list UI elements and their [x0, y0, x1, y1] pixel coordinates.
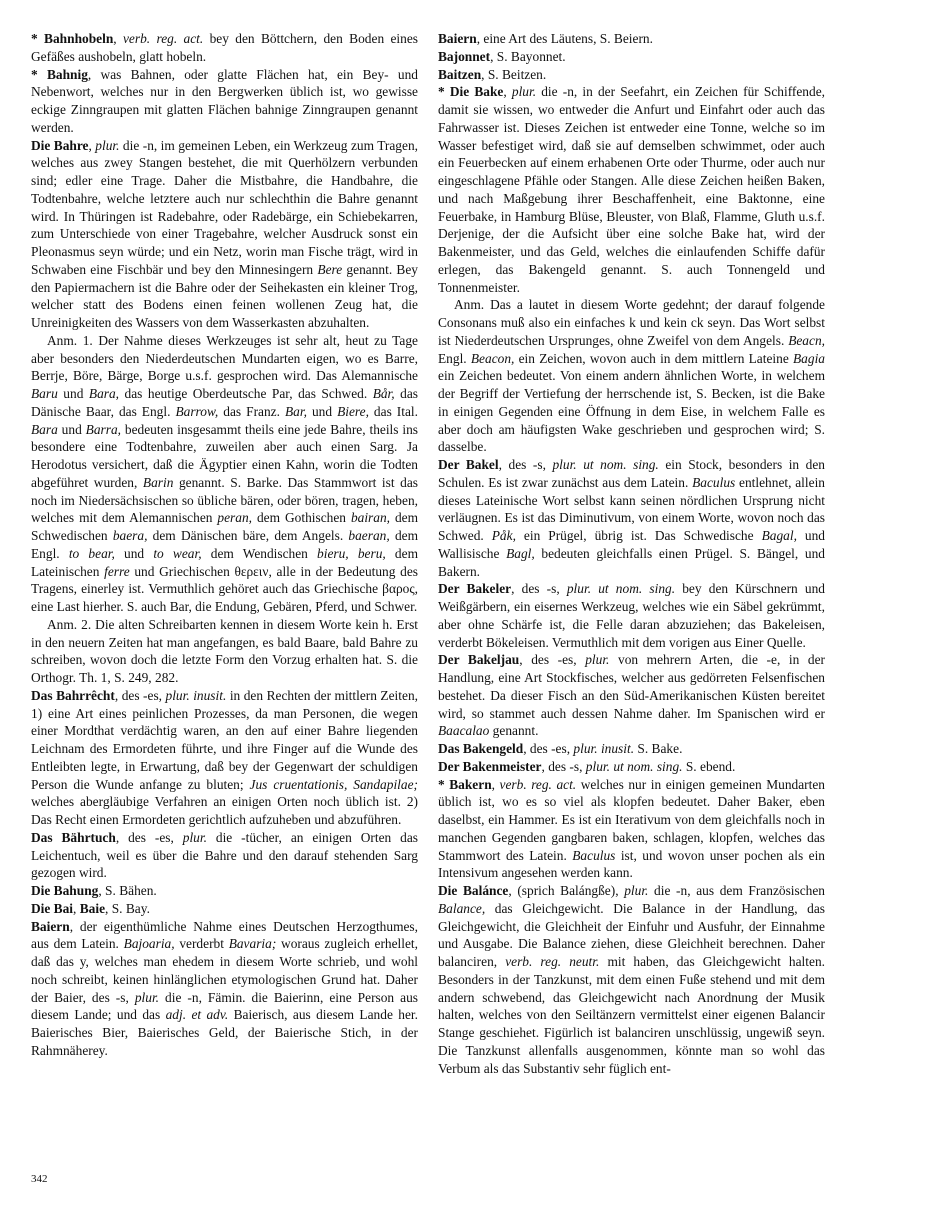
headword: Baiern: [31, 918, 70, 934]
entry-text: , (sprich Balángße),: [508, 883, 625, 898]
entry-text: verderbt: [174, 936, 229, 952]
entry-text: ein Zeichen bedeutet. Von einem andern ähnlichen Worte, in welchem der Begriff der Vertiefung der herrschende ist, S. Becken, ist die Bake in einigen Gegenden eine Öffnung in dem Eise, in welchem Falle es aber doch am häufigsten Wake geschrieben und gesprochen wird; S. dasselbe.: [438, 368, 825, 455]
italic-term: Bagal,: [761, 528, 797, 543]
entry-text: welches abergläubige Verfahren an einigen Orten noch üblich ist. 2) Das Recht einen Ermordeten gerichtlich aufzuheben und abzuführen.: [31, 794, 418, 827]
italic-term: plur.: [95, 137, 120, 153]
entry-text: das Dänische Baar, das Engl.: [31, 386, 418, 419]
italic-term: Bår,: [372, 386, 395, 401]
dictionary-entry: [438, 48, 825, 66]
dictionary-entry: [438, 776, 825, 883]
dictionary-entry: [438, 651, 825, 740]
italic-term: Bere: [317, 261, 343, 277]
entry-text: die -n, Fämin. die Baierinn, eine Person aus diesem Lande; und das: [31, 989, 418, 1023]
italic-term: bairan,: [350, 510, 390, 526]
italic-term: Bara,: [88, 386, 120, 401]
entry-text: dem Dänischen bäre, dem Angels.: [147, 528, 349, 543]
italic-term: Baru: [31, 386, 58, 401]
entry-text: entlehnet, allein dieses Lateinische Wort selbst kann seinen nördlichen Ursprung nicht verläugnen. Es ist das Diminutivum, von einem Worte, wovon noch das Schwed.: [438, 474, 825, 543]
page-number: 342: [31, 1173, 48, 1185]
entry-text: dem Gothischen: [252, 510, 351, 526]
headword: Die Bahung: [31, 883, 99, 898]
dictionary-entry: [438, 580, 825, 651]
headword: Bajonnet: [438, 48, 491, 64]
italic-term: ferre: [104, 563, 130, 579]
left-column: [31, 30, 418, 1060]
entry-text: und: [57, 421, 86, 437]
dictionary-entry: [438, 758, 825, 776]
entry-text: das heutige Oberdeutsche Par, das Schwed.: [119, 386, 373, 401]
entry-text: dem Wendischen: [201, 545, 318, 561]
entry-text: welches nur in einigen gemeinen Mundarten üblich ist, wo es so viel als klopfen bedeutet. Daher Baker, eben daselbst, ein Hammer. Es ist ein Iterativum von dem gleichfalls noch in manchen Gegenden gangbaren baken, schlagen, klopfen, welches das Stammwort des Latein.: [438, 776, 825, 863]
italic-term: Bavaria;: [228, 936, 277, 952]
entry-text: ,: [491, 776, 500, 792]
italic-term: Påk,: [491, 528, 516, 543]
entry-text: mit haben, das Gleichgewicht halten. Besonders in der Tanzkunst, mit dem einen Fuße stehend und mit dem andern schwebend, das Gleichgewicht nach Anordnung der Musik halten, welches von den Seiltänzern vermittelst einer eigenen Balancir Stange geschiehet. Figürlich ist balanciren unschlüssig, ungewiß seyn. Die Tanzkunst allenfalls ausgenommen, könnte man so wohl das Verbum als das Substantiv sehr füglich ent-: [438, 954, 825, 1076]
entry-text: das Gleichgewicht. Die Balance in der Handlung, das Gleichgewicht, die Gleichheit der Einfuhr und Ausfuhr, der Einnahme und Ausgabe. Die Balance ziehen, diese Gleichheit berechnen. Daher balanciren,: [438, 900, 825, 969]
italic-term: Barrow,: [175, 403, 219, 419]
entry-text: Anm. 1. Der Nahme dieses Werkzeuges ist sehr alt, heut zu Tage aber besonders den Niederdeutschen Mundarten eigen, wo es Barre, Berrje, Böre, Bärge, Borge u.s.f. gesprochen wird. Das Alemannische: [31, 332, 418, 384]
italic-term: Barra,: [85, 421, 122, 437]
entry-text: genannt. S. Barke. Das Stammwort ist das noch im Niedersächsischen so übliche bären, oder bören, tragen, heben, welches mit dem Alemannischen: [31, 474, 418, 526]
entry-text: bedeuten gleichfalls einen Prügel. S. Bängel, und Bakern.: [438, 545, 825, 579]
italic-term: Biere,: [337, 403, 369, 419]
entry-text: , der eigenthümliche Nahme eines Deutschen Herzogthumes, aus dem Latein.: [31, 918, 418, 952]
italic-term: Jus cruentationis, Sandapilae;: [249, 776, 418, 792]
italic-term: plur.: [182, 829, 207, 845]
entry-text: , des -es,: [114, 687, 166, 703]
entry-text: dem Lateinischen: [31, 545, 418, 579]
entry-text: Anm. Das a lautet in diesem Worte gedehnt; der darauf folgende Consonans muß also ein einfaches k und kein ck seyn. Das Wort selbst ist Niederdeutschen Ursprunges, ohne Zweifel von dem Angels.: [438, 297, 825, 348]
entry-text: das Franz.: [218, 403, 285, 419]
italic-term: Bagia: [793, 350, 825, 366]
entry-text: ,: [88, 137, 96, 153]
entry-text: bey den Kürschnern und Weißgärbern, ein eisernes Werkzeug, welches wie ein Säbel gekrümmt, aber ohne Schärfe ist, die Felle daran abzuziehen; das Bakeleisen, verderbt Bökeleisen. Vermuthlich mit dem vorigen aus Einer Quelle.: [438, 581, 825, 650]
headword: * Bahnig: [31, 66, 88, 82]
entry-text: Baierisch, aus diesem Lande her. Baierisches Bier, Baierisches Geld, der Baierische Stich, in der Rahmnäherey.: [31, 1007, 418, 1058]
dictionary-entry: [438, 83, 825, 296]
entry-text: und: [57, 386, 89, 401]
dictionary-entry: [31, 66, 418, 137]
italic-term: baera,: [112, 528, 148, 543]
italic-term: plur. ut nom. sing.: [585, 758, 683, 774]
entry-text: dem Engl.: [31, 528, 418, 561]
dictionary-entry: [31, 30, 418, 66]
entry-text: , des -s,: [511, 581, 567, 597]
headword: Baitzen: [438, 66, 482, 82]
entry-text: bedeuten insgesammt theils eine jede Bahre, theils ins besondere eine Todtenbahre, zuweilen aber auch einen Sarg. Ja Herodotus versichert, daß die Ägyptier einen Kahn, worin die Todten abgeführet wurden,: [31, 421, 418, 490]
headword: Der Bakeler: [438, 581, 512, 597]
italic-term: peran,: [217, 510, 253, 526]
headword: Die Bai: [31, 900, 74, 916]
entry-text: S. Bake.: [634, 741, 683, 756]
italic-term: plur.: [585, 652, 610, 668]
italic-term: Baacalao: [438, 723, 490, 739]
annotation-paragraph: [31, 332, 418, 616]
dictionary-entry: [31, 687, 418, 829]
headword: Das Bahrrêcht: [31, 687, 115, 703]
entry-text: in den Rechten der mittlern Zeiten, 1) eine Art eines peinlichen Prozesses, da man Personen, die wegen einer Mordthat verdächtig waren, an den auf einer Bahre liegenden Leichnam des Ermordeten führte, und ihre Finger auf die Wunde des Entleibten legte, in Erwartung, daß bey der Gegenwart der schuldigen Person die Wunde anfange zu bluten;: [31, 687, 418, 792]
entry-text: dem Schwedischen: [31, 510, 419, 543]
italic-term: Bagl,: [506, 545, 535, 561]
dictionary-entry: [438, 456, 825, 580]
entry-text: Anm. 2. Die alten Schreibarten kennen in diesem Worte kein h. Erst in den neuern Zeiten hat man angefangen, es bald Baare, bald Bahre zu schreiben, wovon doch die letzte Form den Vorzug erhalten hat. S. die Orthogr. Th. 1, S. 249, 282.: [31, 616, 418, 685]
entry-text: und Griechischen θερειν, alle in der Bedeutung des Tragens, einerley ist. Vermuthlich gehöret auch das Griechische βαρος, eine Last hierher. S. auch Bar, die Endung, Gebären, Pferd, und Schwer.: [31, 563, 418, 614]
entry-text: ist, und wovon unser pochen als ein Intensivum angesehen werden kann.: [438, 847, 825, 881]
italic-term: Bajoaria,: [123, 936, 175, 952]
italic-term: plur.: [511, 84, 537, 100]
annotation-paragraph: [438, 296, 825, 456]
dictionary-entry: [438, 740, 825, 758]
dictionary-entry: [438, 30, 825, 48]
right-column: [438, 30, 825, 1077]
italic-term: verb. reg. act.: [122, 31, 204, 46]
headword: * Bakern: [438, 776, 492, 792]
italic-term: bieru, beru,: [317, 545, 386, 561]
entry-text: , S. Bähen.: [98, 883, 157, 898]
dictionary-entry: [31, 137, 418, 332]
dictionary-entry: [438, 66, 825, 84]
headword: * Die Bake: [438, 84, 504, 100]
italic-term: baeran,: [348, 528, 390, 543]
dictionary-entry: [438, 882, 825, 1077]
entry-text: die -n, aus dem Französischen: [648, 883, 826, 898]
italic-term: Bara: [31, 421, 58, 437]
entry-text: ,: [73, 900, 80, 916]
entry-text: , eine Art des Läutens, S. Beiern.: [476, 31, 653, 46]
entry-text: genannt.: [489, 723, 539, 739]
headword: Baie: [79, 900, 106, 916]
entry-text: , des -es,: [519, 652, 586, 668]
entry-text: , was Bahnen, oder glatte Flächen hat, ein Bey- und Nebenwort, welches nur in den Bergwerken üblich ist, wo gewisse eckige Zinngraupen mit glatten Flächen bahnige Zinngraupen genannt werden.: [31, 66, 418, 135]
entry-text: und: [114, 545, 154, 561]
italic-term: Baculus: [692, 474, 736, 490]
entry-text: , S. Beitzen.: [481, 66, 547, 82]
italic-term: Beacn,: [788, 332, 825, 348]
italic-term: Bar,: [284, 403, 307, 419]
headword: Baiern: [438, 31, 477, 46]
headword: * Bahnhobeln: [31, 31, 114, 46]
italic-term: plur. inusit.: [573, 741, 635, 756]
headword: Das Bährtuch: [31, 829, 116, 845]
dictionary-entry: [31, 918, 418, 1060]
headword: Die Balánce: [438, 883, 509, 898]
entry-text: woraus zugleich erhellet, daß das y, welches man ehedem in diesem Worte schrieb, und wohl noch schreibt, keinen hinlänglichen etymologischen Grund hat. Daher der Baier, des -s,: [31, 936, 419, 1005]
entry-text: das Ital.: [368, 403, 418, 419]
italic-term: plur.: [134, 989, 160, 1005]
italic-term: Barin: [142, 474, 174, 490]
entry-text: , S. Bayonnet.: [490, 48, 566, 64]
headword: Der Bakeljau: [438, 652, 520, 668]
italic-term: verb. reg. act.: [499, 776, 577, 792]
entry-text: Engl.: [438, 350, 471, 366]
entry-text: die -n, im gemeinen Leben, ein Werkzeug zum Tragen, welches aus zwey Stangen bestehet, die mit Querhölzern verbunden sind; edler eine Trage. Daher die Mistbahre, die Handbahre, die Todtenbahre, welche letztere auch nur schlechthin die Bahre genannt wird. In Thüringen ist Radebahre, oder Radebärge, ein Schiebekarren, zum Unterschiede von einer Tragebahre, welcher Ausdruck sonst ein Pleonasmus seyn würde; und ein Netz, worin man Fische trägt, wird in Schwaben eine Fischbär und bey den Minnesingern: [31, 137, 418, 277]
italic-term: plur. ut nom. sing.: [552, 457, 659, 472]
italic-term: plur. ut nom. sing.: [566, 581, 676, 597]
dictionary-entry: [31, 882, 418, 900]
italic-term: verb. reg. neutr.: [505, 954, 600, 969]
entry-text: von mehrern Arten, die -e, in der Handlung, eine Art Stockfisches, welcher aus gedörreten Felsenfischen bestehet. Da dieser Fisch an den Süd-Amerikanischen Küsten bereitet wird, so stammet auch dessen Nahme daher. Im Spanischen wird er: [438, 652, 825, 721]
italic-term: Beacon,: [470, 350, 515, 366]
entry-text: und: [306, 403, 338, 419]
entry-text: ein Prügel, übrig ist. Das Schwedische: [515, 528, 762, 543]
dictionary-entry: [31, 829, 418, 882]
dictionary-entry: [31, 900, 418, 918]
entry-text: bey den Böttchern, den Boden eines Gefäßes aushobeln, glatt hobeln.: [31, 31, 419, 64]
entry-text: , des -s,: [541, 758, 586, 774]
entry-text: , S. Bay.: [105, 900, 150, 916]
entry-text: die -tücher, an einigen Orten das Leichentuch, weil es über die Bahre und den darauf stehenden Sarg gezogen wird.: [31, 829, 418, 881]
entry-text: ,: [113, 31, 123, 46]
italic-term: adj. et adv.: [165, 1007, 229, 1023]
italic-term: to wear,: [153, 545, 202, 561]
italic-term: to bear,: [68, 545, 115, 561]
entry-text: und Wallisische: [438, 528, 826, 561]
entry-text: ein Zeichen, wovon auch in dem mittlern Lateine: [514, 350, 793, 366]
entry-text: S. ebend.: [682, 758, 736, 774]
entry-text: ein Stock, besonders in den Schulen. Es ist zwar zunächst aus dem Latein.: [438, 457, 826, 490]
headword: Das Bakengeld: [438, 741, 524, 756]
entry-text: , des -es,: [523, 741, 574, 756]
entry-text: die -n, in der Seefahrt, ein Zeichen für Schiffende, damit sie wissen, wo entweder die Anfurt und Einfahrt oder auch das Fahrwasser ist. Dieses Zeichen ist entweder eine Tonne, welche so im Wasser befestiget wird, daß sie auf demselben schwimmet, oder auch ein Feuerbecken auf einem erhabenen Orte oder Thurme, oder auch nur eingeschlagene Pfähle oder Stangen. Alle diese Zeichen heißen Baken, und nach Maßgebung ihrer Beschaffenheit, eine Baktonne, eine Feuerbake, in Hamburg Blüse, Bleuster, von Blaß, Flamme, Gluth u.s.f. Derjenige, der die Aufsicht über eine solche Bake hat, wird der Bakenmeister, und das Geld, welches die einlaufenden Schiffe dafür erlegen, das Bakengeld genannt. S. auch Tonnengeld und Tonnenmeister.: [438, 84, 825, 295]
annotation-paragraph: [31, 616, 418, 687]
italic-term: plur. inusit.: [165, 687, 227, 703]
entry-text: genannt. Bey den Papiermachern ist die Bahre oder der Seihekasten ein kleiner Trog, welcher statt des Bodens einen feinen wollenen Zeug hat, die Unreinigkeiten des Wassers von dem Wasserkasten abzuhalten.: [31, 261, 418, 330]
italic-term: plur.: [624, 883, 649, 898]
headword: Die Bahre: [31, 137, 89, 153]
entry-text: , des -s,: [498, 457, 553, 472]
headword: Der Bakel: [438, 457, 499, 472]
italic-term: Baculus: [572, 847, 616, 863]
entry-text: , des -es,: [115, 829, 183, 845]
entry-text: ,: [503, 84, 512, 100]
headword: Der Bakenmeister: [438, 758, 542, 774]
italic-term: Balance,: [438, 900, 486, 916]
